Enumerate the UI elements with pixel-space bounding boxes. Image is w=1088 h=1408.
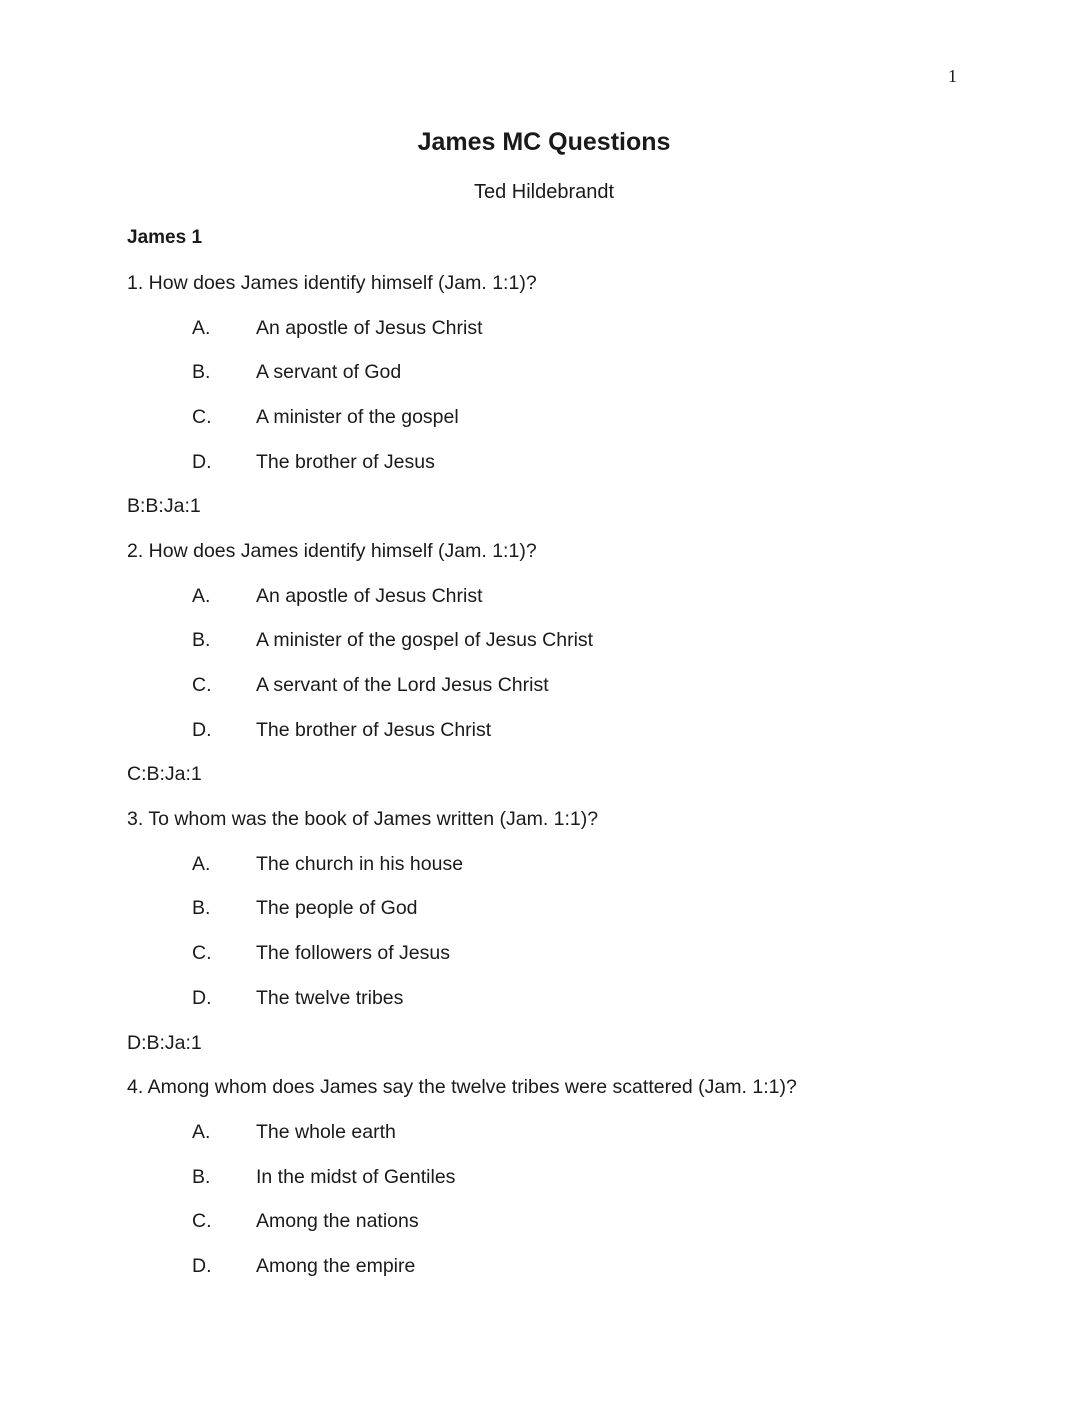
option-letter: A. [192,1121,211,1143]
option-letter: B. [192,1166,211,1188]
option-text: An apostle of Jesus Christ [256,585,483,607]
option-text: The followers of Jesus [256,942,451,964]
option-letter: A. [192,585,211,607]
answer-key: D:B:Ja:1 [127,1032,202,1054]
option-text: A minister of the gospel [256,406,459,428]
option-letter: C. [192,1210,212,1232]
option-letter: B. [192,361,211,383]
option-letter: C. [192,942,212,964]
author-name: Ted Hildebrandt [473,181,615,203]
answer-key: B:B:Ja:1 [127,495,201,517]
option-text: An apostle of Jesus Christ [256,317,483,339]
question-prompt: 2. How does James identify himself (Jam. 1:1)? [127,540,537,562]
option-letter: D. [192,451,212,473]
option-text: A servant of God [256,361,402,383]
option-letter: D. [192,987,212,1009]
option-text: Among the empire [256,1255,416,1277]
document-title: James MC Questions [417,128,671,156]
option-letter: C. [192,674,212,696]
question-prompt: 3. To whom was the book of James written (Jam. 1:1)? [127,808,599,830]
page-number: 1 [948,66,957,86]
answer-key: C:B:Ja:1 [127,763,202,785]
option-text: The twelve tribes [256,987,404,1009]
section-heading: James 1 [127,227,203,248]
option-text: The church in his house [256,853,464,875]
option-text: Among the nations [256,1210,419,1232]
option-letter: B. [192,629,211,651]
option-text: The people of God [256,897,418,919]
option-letter: D. [192,719,212,741]
option-text: The whole earth [256,1121,396,1143]
option-letter: A. [192,317,211,339]
option-text: The brother of Jesus Christ [256,719,492,741]
option-text: A minister of the gospel of Jesus Christ [256,629,594,651]
option-letter: C. [192,406,212,428]
option-text: A servant of the Lord Jesus Christ [256,674,549,696]
option-text: The brother of Jesus [256,451,435,473]
question-prompt: 4. Among whom does James say the twelve tribes were scattered (Jam. 1:1)? [127,1076,797,1098]
option-letter: B. [192,897,211,919]
option-letter: A. [192,853,211,875]
question-prompt: 1. How does James identify himself (Jam. 1:1)? [127,272,537,294]
option-text: In the midst of Gentiles [256,1166,456,1188]
option-letter: D. [192,1255,212,1277]
